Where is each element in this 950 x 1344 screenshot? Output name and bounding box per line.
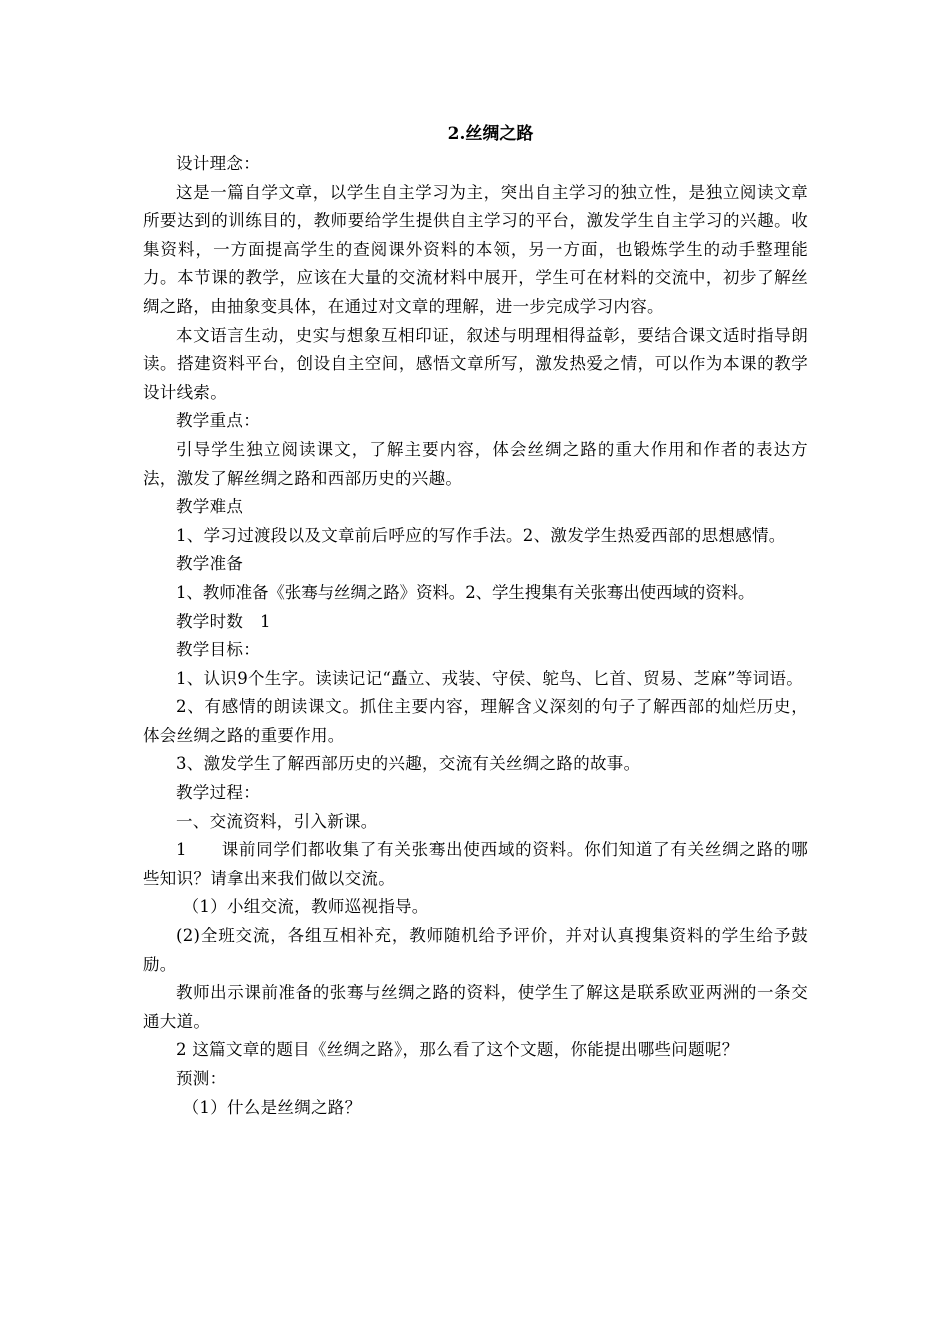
paragraph-class-hours: 教学时数 1 xyxy=(176,611,271,631)
paragraph-step-one-2: 2 这篇文章的题目《丝绸之路》，那么看了这个文题，你能提出哪些问题呢？ xyxy=(176,1040,739,1060)
paragraph-process-heading: 教学过程： xyxy=(176,783,260,803)
paragraph-design-concept-2: 本文语言生动，史实与想象互相印证，叙述与明理相得益彰，要结合课文适时指导朗读。搭建资料平台，创设自主空间，感悟文章所写，激发热爱之情，可以作为本课的教学设计线索。 xyxy=(143,325,808,402)
document-page xyxy=(143,120,808,1122)
paragraph-step-one-1: 1 课前同学们都收集了有关张骞出使西域的资料。你们知道了有关丝绸之路的哪些知识？请拿出来我们做以交流。 xyxy=(143,840,808,888)
paragraph-step-one: 一、交流资料，引入新课。 xyxy=(176,811,378,831)
paragraph-key-points: 引导学生独立阅读课文，了解主要内容，体会丝绸之路的重大作用和作者的表达方法，激发了解丝绸之路和西部历史的兴趣。 xyxy=(143,439,808,488)
paragraph-class-exchange: (2)全班交流，各组互相补充，教师随机给予评价，并对认真搜集资料的学生给予鼓励。 xyxy=(143,926,808,974)
paragraph-difficulties: 1、学习过渡段以及文章前后呼应的写作手法。2、激发学生热爱西部的思想感情。 xyxy=(176,525,786,545)
paragraph-teacher-shows: 教师出示课前准备的张骞与丝绸之路的资料，使学生了解这是联系欧亚两洲的一条交通大道。 xyxy=(143,983,808,1031)
paragraph-prediction-1: （1）什么是丝绸之路？ xyxy=(182,1097,362,1117)
paragraph-objective-1: 1、认识9个生字。读读记记“矗立、戎装、守侯、鸵鸟、匕首、贸易、芝麻”等词语。 xyxy=(176,668,804,688)
paragraph-objective-2: 2、有感情的朗读课文。抓住主要内容，理解含义深刻的句子了解西部的灿烂历史，体会丝绸之路的重要作用。 xyxy=(143,697,808,745)
paragraph-prediction-heading: 预测： xyxy=(176,1069,227,1088)
paragraph-difficulties-heading: 教学难点 xyxy=(176,497,244,517)
paragraph-objective-3: 3、激发学生了解西部历史的兴趣，交流有关丝绸之路的故事。 xyxy=(176,754,641,774)
paragraph-preparation-heading: 教学准备 xyxy=(176,554,244,574)
paragraph-key-points-heading: 教学重点： xyxy=(176,411,260,431)
paragraph-group-exchange: （1）小组交流，教师巡视指导。 xyxy=(182,897,429,917)
paragraph-objectives-heading: 教学目标： xyxy=(176,640,260,660)
document-title: 2.丝绸之路 xyxy=(447,124,534,144)
paragraph-design-concept-heading: 设计理念： xyxy=(176,154,260,173)
paragraph-preparation: 1、教师准备《张骞与丝绸之路》资料。2、学生搜集有关张骞出使西域的资料。 xyxy=(176,582,755,602)
paragraph-design-concept-1: 这是一篇自学文章，以学生自主学习为主，突出自主学习的独立性，是独立阅读文章所要达到的训练目的，教师要给学生提供自主学习的平台，激发学生自主学习的兴趣。收集资料，一方面提高学生的查阅课外资料的本领，另一方面，也锻炼学生的动手整理能力。本节课的教学，应该在大量的交流材料中展开，学生可在材料的交流中，初步了解丝绸之路，由抽象变具体，在通过对文章的理解，进一步完成学习内容。 xyxy=(143,182,808,316)
